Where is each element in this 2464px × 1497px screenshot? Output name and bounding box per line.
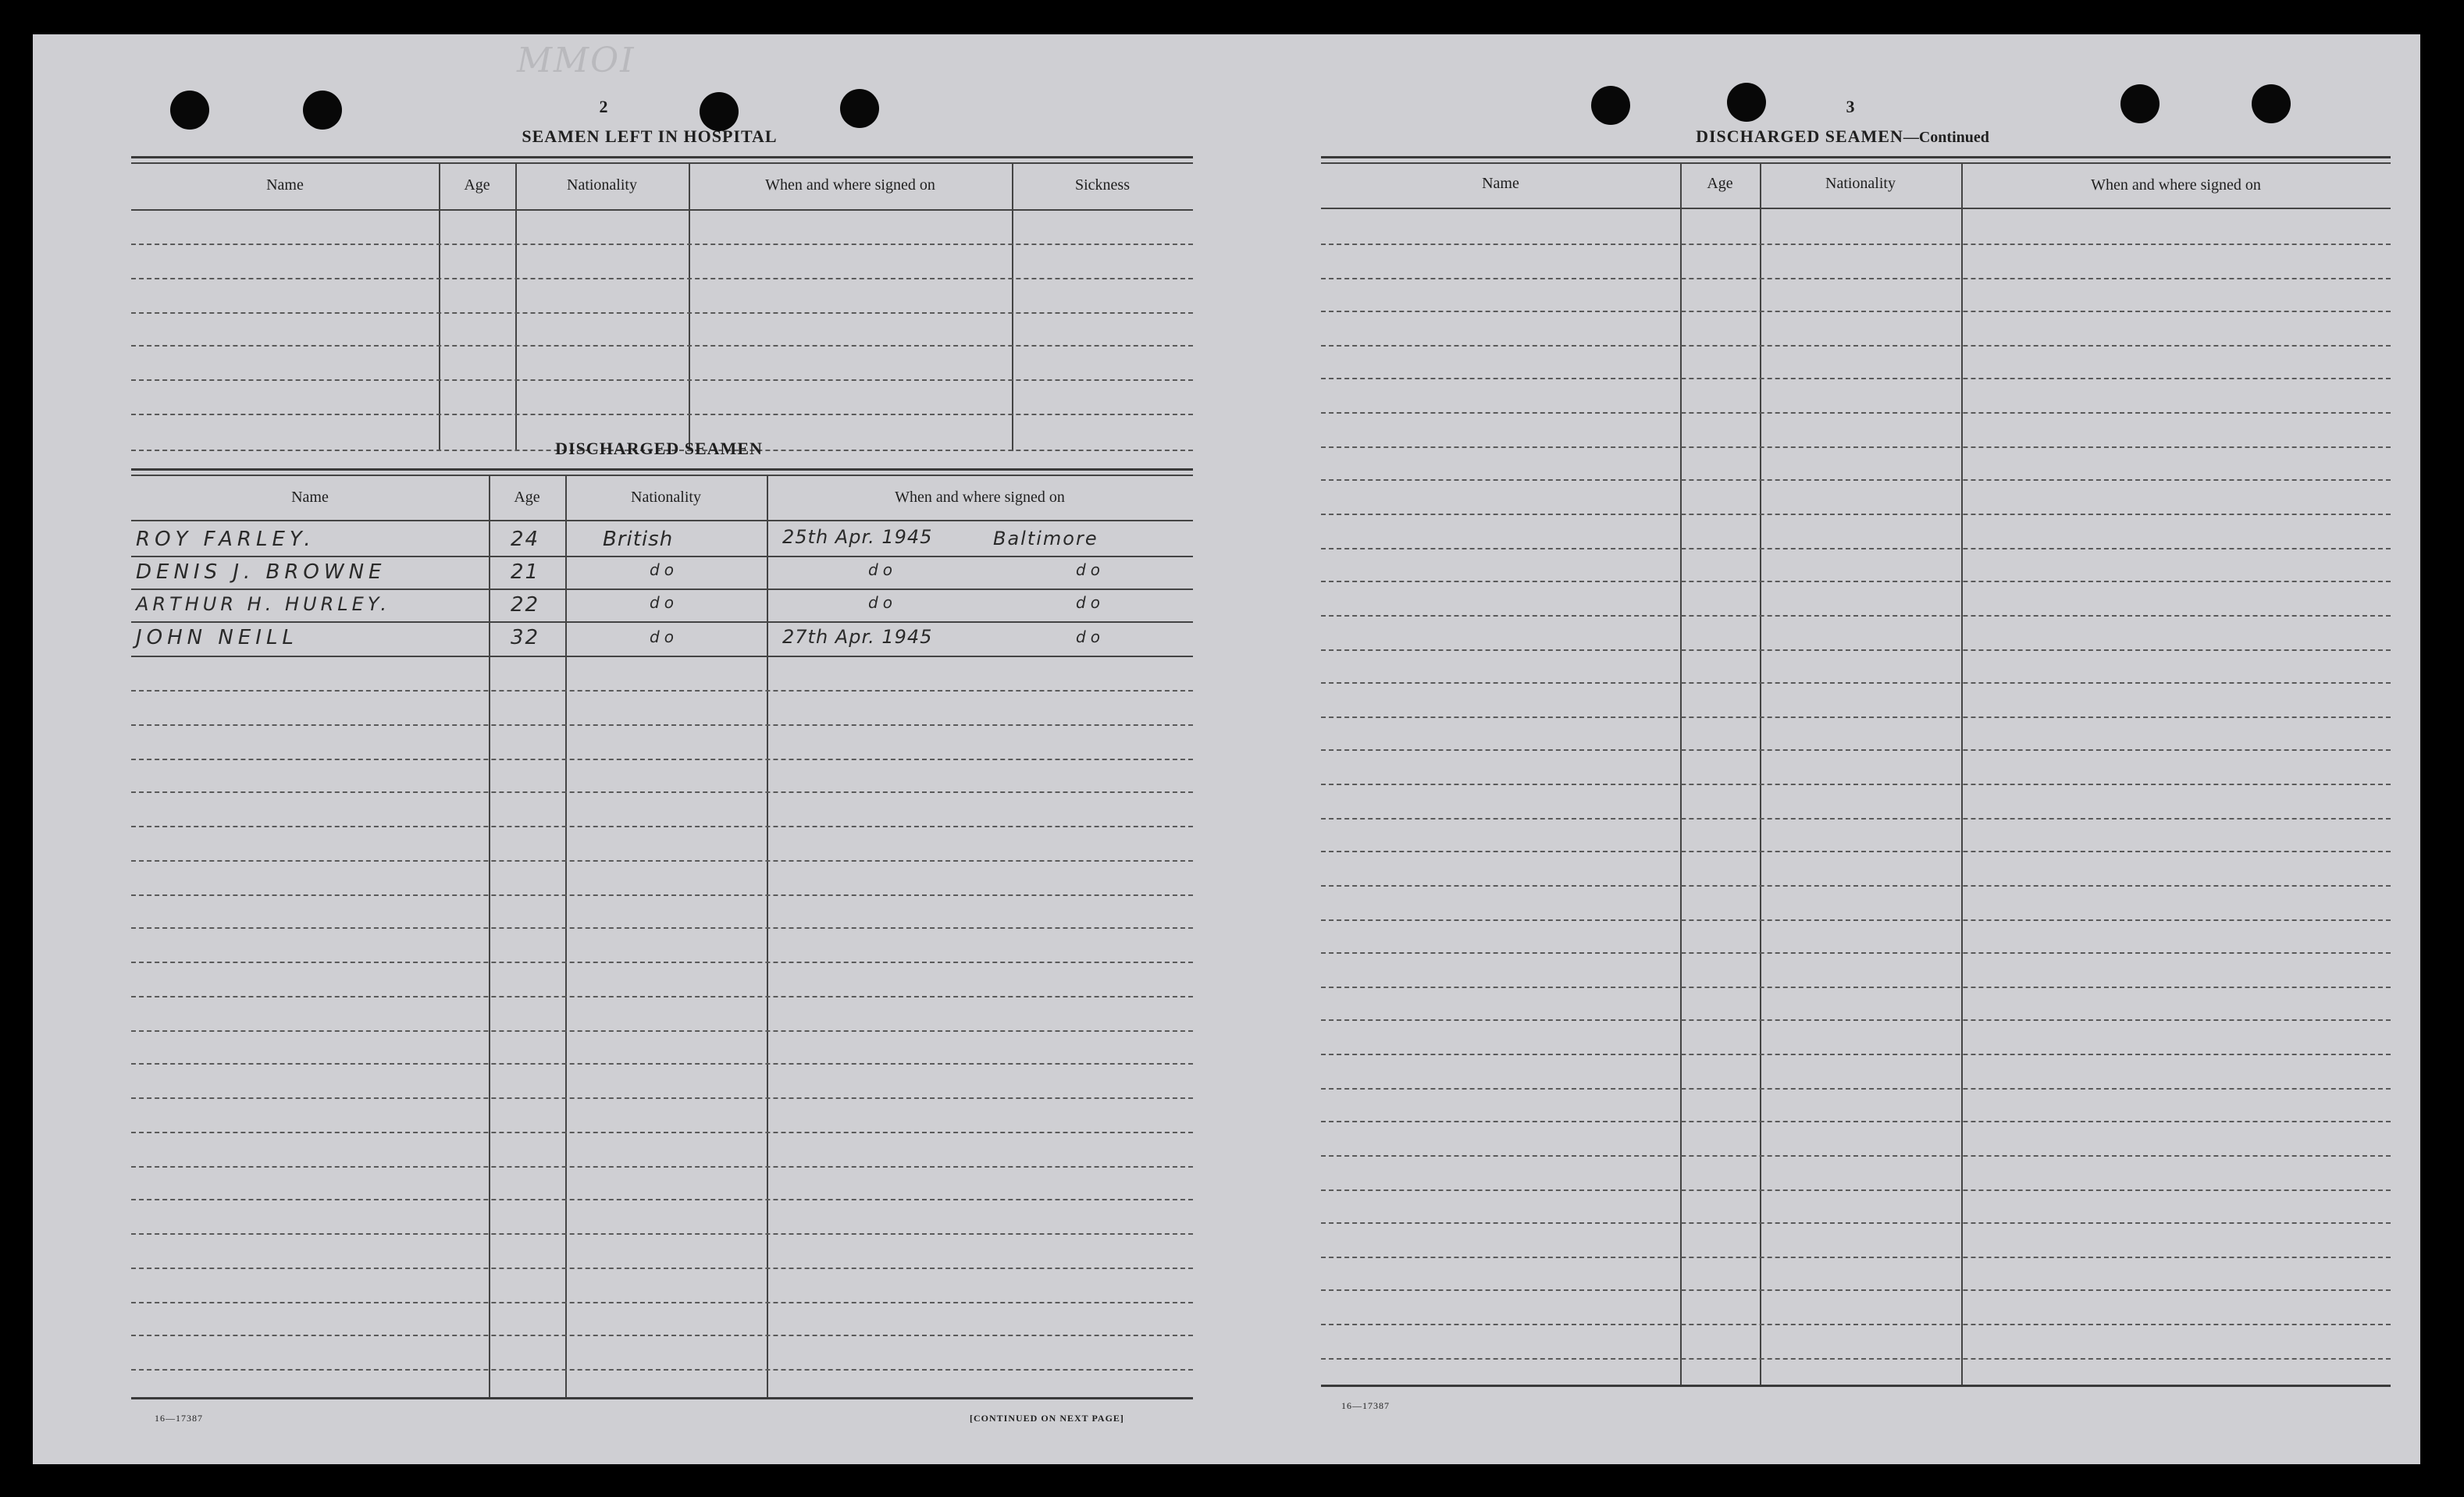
continued-section-title — [1696, 126, 1989, 147]
signed-on-date: do — [868, 593, 897, 612]
continued-header-name: Name — [1482, 175, 1519, 192]
form-number-right: 16—17387 — [1341, 1400, 1390, 1411]
punch-hole — [2252, 84, 2291, 123]
discharged-header-age: Age — [514, 489, 540, 506]
punch-hole — [303, 91, 342, 130]
continued-header-nationality: Nationality — [1825, 175, 1896, 192]
punch-hole — [1591, 86, 1630, 125]
seaman-name: ROY FARLEY. — [136, 528, 315, 551]
hospital-header-sickness: Sickness — [1075, 176, 1130, 194]
hospital-header-age: Age — [464, 176, 490, 194]
seaman-nationality: do — [650, 593, 678, 612]
form-number-left: 16—17387 — [155, 1413, 203, 1424]
punch-hole — [1727, 83, 1766, 122]
signed-on-place: do — [1076, 628, 1105, 646]
seaman-name: JOHN NEILL — [136, 626, 298, 649]
seaman-nationality: do — [650, 560, 678, 579]
punch-hole — [170, 91, 209, 130]
faint-stamp: MMOI — [517, 41, 636, 80]
signed-on-date: do — [868, 560, 897, 579]
continued-header-age: Age — [1707, 175, 1733, 192]
discharged-header-nationality: Nationality — [631, 489, 701, 506]
signed-on-place: do — [1076, 593, 1105, 612]
signed-on-place: do — [1076, 560, 1105, 579]
signed-on-place: Baltimore — [993, 528, 1098, 549]
section-title-suffix: —Continued — [1903, 129, 1989, 146]
seaman-nationality: do — [650, 628, 678, 646]
seaman-age: 22 — [511, 593, 540, 617]
hospital-header-name: Name — [266, 176, 304, 194]
seaman-age: 32 — [511, 626, 540, 649]
hospital-header-nationality: Nationality — [567, 176, 637, 194]
punch-hole — [2120, 84, 2160, 123]
discharged-section-title: DISCHARGED SEAMEN — [555, 439, 763, 458]
discharged-header-name: Name — [291, 489, 329, 506]
hospital-section-title: SEAMEN LEFT IN HOSPITAL — [522, 126, 778, 146]
page-number-right: 3 — [1846, 97, 1855, 116]
signed-on-date: 25th Apr. 1945 — [782, 526, 933, 548]
section-title-text: DISCHARGED SEAMEN — [1696, 126, 1903, 146]
page-number-left: 2 — [599, 97, 608, 116]
document-sheet — [33, 34, 2420, 1464]
seaman-name: ARTHUR H. HURLEY. — [136, 593, 390, 615]
continued-note: [CONTINUED ON NEXT PAGE] — [970, 1413, 1124, 1424]
seaman-nationality: British — [603, 528, 674, 551]
discharged-header-signed-on: When and where signed on — [895, 489, 1065, 506]
punch-hole — [700, 92, 739, 131]
hospital-header-signed-on: When and where signed on — [765, 176, 935, 194]
seaman-age: 24 — [511, 528, 540, 551]
signed-on-date: 27th Apr. 1945 — [782, 626, 933, 648]
seaman-age: 21 — [511, 560, 540, 584]
punch-hole — [840, 89, 879, 128]
continued-header-signed-on: When and where signed on — [2091, 176, 2261, 194]
seaman-name: DENIS J. BROWNE — [136, 560, 386, 584]
